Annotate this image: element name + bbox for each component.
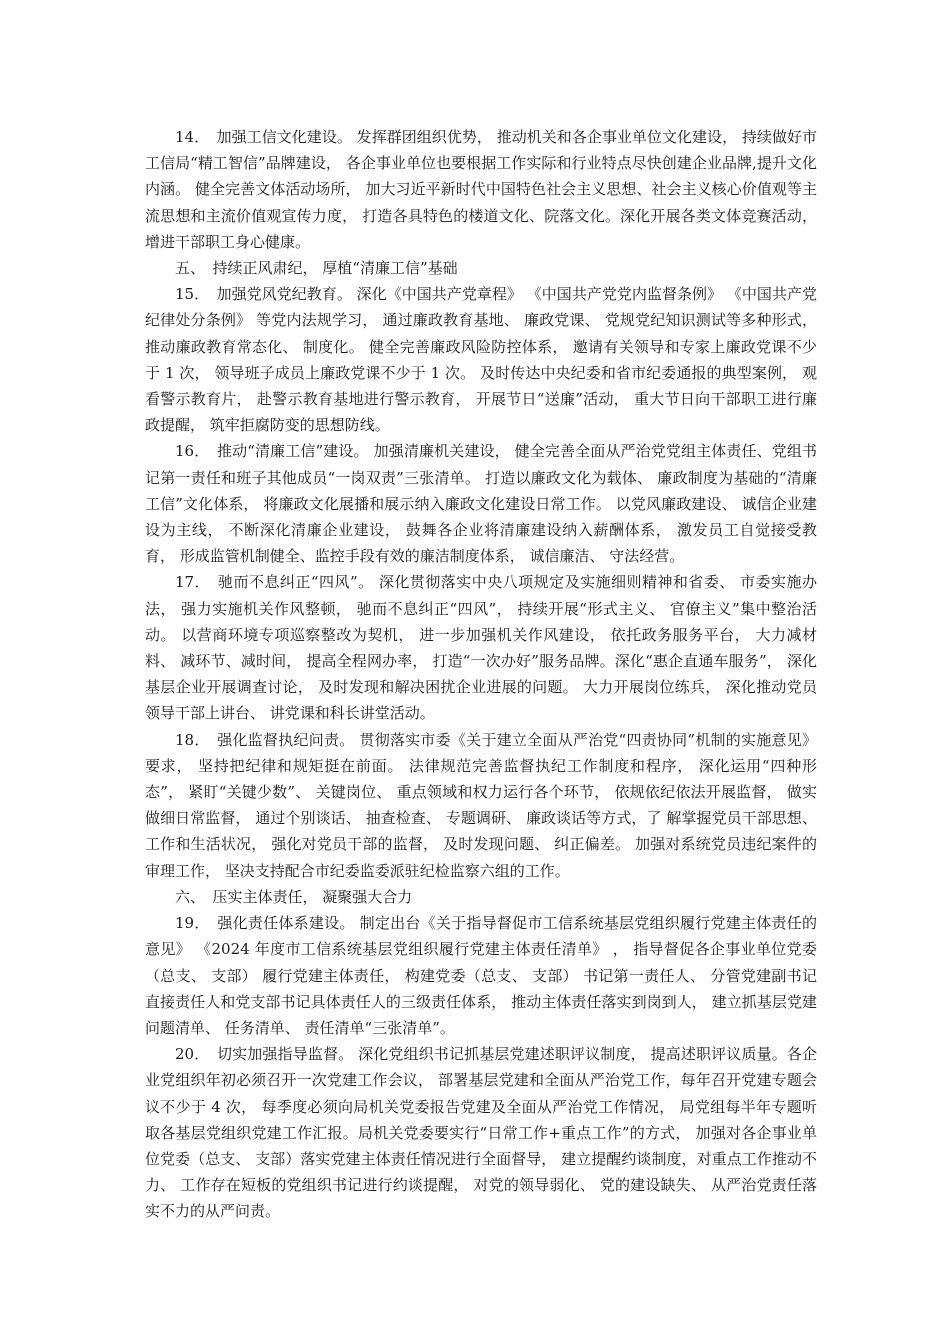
paragraph-15: 15． 加强党风党纪教育。 深化《中国共产党章程》 《中国共产党党内监督条例》 《中国共产党纪律处分条例》 等党内法规学习， 通过廉政教育基地、 廉政党课、 党规党纪知识测试等多种形式， 推动廉政教育常态化、 制度化。 健全完善廉政风险防控体系， 邀请有关领导和专家上廉政党课不少于 1 次， 领导班子成员上廉政党课不少于 1 次。 及时传达中央纪委和省市纪委通报的典型案例， 观看警示教育片， 赴警示教育基地进行警示教育， 开展节日“送廉”活动， 重大节日向干部职工进行廉政提醒， 筑牢拒腐防变的思想防线。	[145, 285, 817, 435]
paragraph-17: 17． 驰而不息纠正“四风”。 深化贯彻落实中央八项规定及实施细则精神和省委、 市委实施办法， 强力实施机关作风整顿， 驰而不息纠正“四风”， 持续开展“形式主义、 官僚主义”集中整治活动。 以营商环境专项巡察整改为契机， 进一步加强机关作风建设， 依托政务服务平台， 大力减材料、 减环节、减时间， 提高全程网办率， 打造“一次办好”服务品牌。深化“惠企直通车服务”， 深化基层企业开展调查讨论， 及时发现和解决困扰企业进展的问题。 大力开展岗位练兵， 深化推动党员领导干部上讲台、 讲党课和科长讲堂活动。	[145, 573, 817, 723]
paragraph-19: 19． 强化责任体系建设。 制定出台《关于指导督促市工信系统基层党组织履行党建主体责任的意见》 《2024 年度市工信系统基层党组织履行党建主体责任清单》 ， 指导督促各企事业单位党委（总支、 支部） 履行党建主体责任， 构建党委（总支、 支部） 书记第一责任人、 分管党建副书记直接责任人和党支部书记具体责任人的三级责任体系， 推动主体责任落实到岗到人， 建立抓基层党建问题清单、 任务清单、 责任清单“三张清单”。	[145, 914, 817, 1037]
paragraph-16: 16． 推动“清廉工信”建设。 加强清廉机关建设， 健全完善全面从严治党党组主体责任、党组书记第一责任和班子其他成员“一岗双责”三张清单。 打造以廉政文化为载体、 廉政制度为基础的“清廉工信”文化体系， 将廉政文化展播和展示纳入廉政文化建设日常工作。 以党风廉政建设、 诚信企业建设为主线， 不断深化清廉企业建设， 鼓舞各企业将清廉建设纳入薪酬体系， 激发员工自觉接受教育， 形成监管机制健全、监控手段有效的廉洁制度体系， 诚信廉洁、 守法经营。	[145, 442, 817, 566]
paragraph-14: 14． 加强工信文化建设。 发挥群团组织优势， 推动机关和各企事业单位文化建设， 持续做好市工信局“精工智信”品牌建设， 各企事业单位也要根据工作实际和行业特点尽快创建企业品牌,提升文化内涵。 健全完善文体活动场所， 加大习近平新时代中国特色社会主义思想、社会主义核心价值观等主流思想和主流价值观宣传力度， 打造各具特色的楼道文化、院落文化。深化开展各类文体竞赛活动， 增进干部职工身心健康。	[145, 128, 817, 251]
paragraph-18: 18． 强化监督执纪问责。 贯彻落实市委《关于建立全面从严治党“四责协同”机制的实施意见》 要求， 坚持把纪律和规矩挺在前面。 法律规范完善监督执纪工作制度和程序， 深化运用“四种形态”， 紧盯“关键少数”、 关键岗位、 重点领域和权力运行各个环节， 依规依纪依法开展监督， 做实做细日常监督， 通过个别谈话、 抽查检查、 专题调研、 廉政谈话等方式，了 解掌握党员干部思想、 工作和生活状况， 强化对党员干部的监督， 及时发现问题、 纠正偏差。 加强对系统党员违纪案件的审理工作， 坚决支持配合市纪委监委派驻纪检监察六组的工作。	[145, 730, 817, 880]
section-heading-6: 六、 压实主体责任， 凝聚强大合力	[175, 887, 413, 906]
document-body	[145, 124, 817, 1225]
section-heading-5: 五、 持续正风肃纪， 厚植“清廉工信”基础	[175, 259, 458, 278]
paragraph-20: 20． 切实加强指导监督。 深化党组织书记抓基层党建述职评议制度， 提高述职评议质量。各企业党组织年初必须召开一次党建工作会议， 部署基层党建和全面从严治党工作，每年召开党建专题会议不少于 4 次， 每季度必须向局机关党委报告党建及全面从严治党工作情况， 局党组每半年专题听取各基层党组织党建工作汇报。局机关党委要实行“日常工作+重点工作”的方式， 加强对各企事业单位党委（总支、 支部）落实党建主体责任情况进行全面督导， 建立提醒约谈制度，对重点工作推动不力、 工作存在短板的党组织书记进行约谈提醒， 对党的领导弱化、 党的建设缺失、 从严治党责任落实不力的从严问责。	[145, 1045, 817, 1221]
